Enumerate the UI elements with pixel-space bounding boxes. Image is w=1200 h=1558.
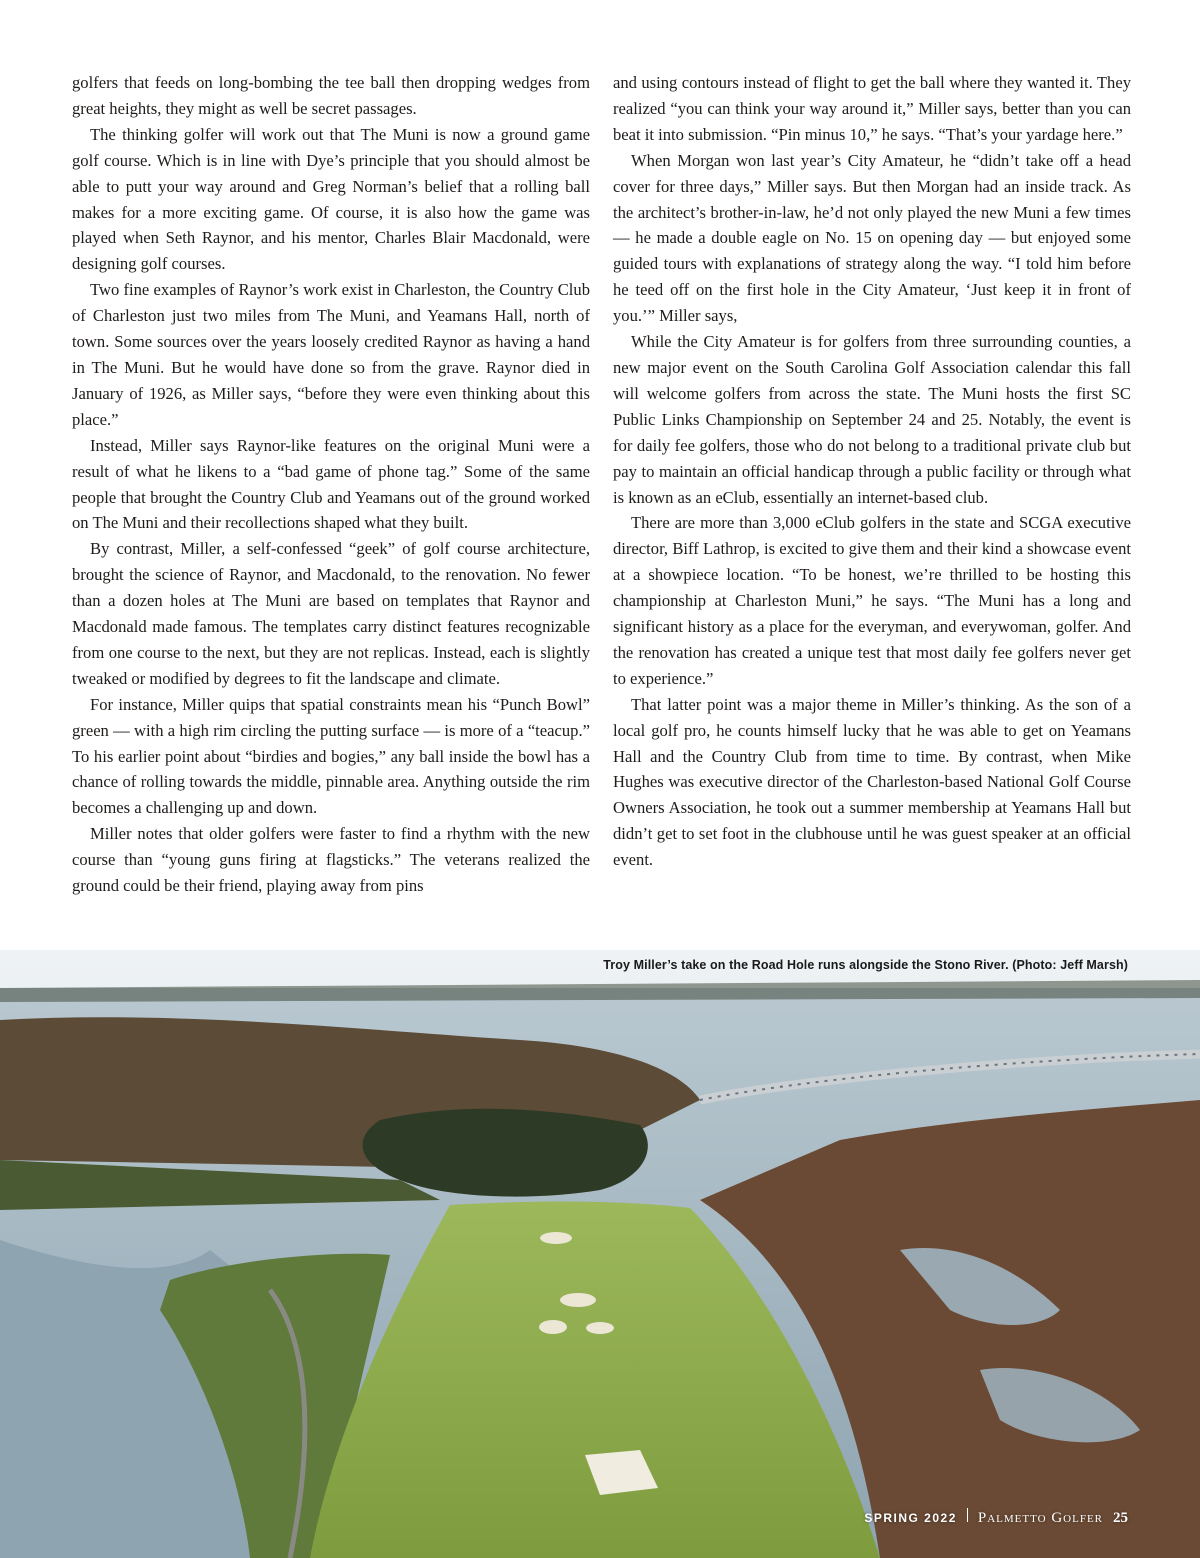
paragraph: Two fine examples of Raynor’s work exist in Charleston, the Country Club of Charleston just two miles from The Muni, and Yeamans Hall, north of town. Some sources over the years loosely credited Raynor as having a hand in The Muni. But he would have done so from the grave. Raynor died in January of 1926, as Miller says, “before they were even thinking about this place.” [72, 280, 590, 429]
paragraph: That latter point was a major theme in Miller’s thinking. As the son of a local golf pro, he counts himself lucky that he was able to get on Yeamans Hall and the Country Club from time to time. By contrast, when Mike Hughes was executive director of the Charleston-based National Golf Course Owners Association, he took out a summer membership at Yeamans Hall but didn’t get to set foot in the clubhouse until he was guest speaker at an official event. [613, 694, 1131, 870]
footer-divider [967, 1508, 968, 1522]
page-footer [864, 1508, 1128, 1527]
right-column [613, 70, 1131, 873]
magazine-name: Palmetto Golfer [977, 1510, 1103, 1526]
paragraph: There are more than 3,000 eClub golfers in the state and SCGA executive director, Biff Lathrop, is excited to give them and their kind a showcase event at a showpiece location. “To be honest, we’re thrilled to be hosting this championship at Charleston Muni,” he says. “The Muni has a long and significant history as a place for the everyman, and everywoman, golfer. And the renovation has created a unique test that most daily fee golfers never get to experience.” [613, 513, 1131, 688]
paragraph: When Morgan won last year’s City Amateur, he “didn’t take off a head cover for three days,” Miller says. But then Morgan had an inside track. As the architect’s brother-in-law, he’d not only played the new Muni a few times — he made a double eagle on No. 15 on opening day — but enjoyed some guided tours with explanations of strategy along the way. “I told him before he teed off on the first hole in the City Amateur, ‘Just keep it in front of you.’” Miller says, [613, 150, 1131, 326]
left-column [72, 70, 590, 899]
bunker [586, 1322, 614, 1334]
paragraph: Miller notes that older golfers were faster to find a rhythm with the new course than “young guns firing at flagsticks.” The veterans realized the ground could be their friend, playing away from pins [72, 824, 590, 896]
paragraph: and using contours instead of flight to get the ball where they wanted it. They realized “you can think your way around it,” Miller says, better than you can beat it into submission. “Pin minus 10,” he says. “That’s your yardage here.” [613, 73, 1131, 144]
paragraph: golfers that feeds on long-bombing the tee ball then dropping wedges from great heights, they might as well be secret passages. [72, 73, 590, 118]
paragraph: The thinking golfer will work out that The Muni is now a ground game golf course. Which is in line with Dye’s principle that you should almost be able to putt your way around and Greg Norman’s belief that a rolling ball makes for a more exciting game. Of course, it is also how the game was played when Seth Raynor, and his mentor, Charles Blair Macdonald, were designing golf courses. [72, 124, 590, 274]
paragraph: For instance, Miller quips that spatial constraints mean his “Punch Bowl” green — with a high rim circling the putting surface — is more of a “teacup.” To his earlier point about “birdies and bogies,” any ball inside the bowl has a chance of rolling towards the middle, pinnable area. Anything outside the rim becomes a challenging up and down. [72, 694, 590, 818]
bunker [540, 1232, 572, 1244]
photo-caption: Troy Miller’s take on the Road Hole runs alongside the Stono River. (Photo: Jeff Marsh) [603, 958, 1128, 972]
bunker [560, 1293, 596, 1307]
paragraph: While the City Amateur is for golfers from three surrounding counties, a new major event on the South Carolina Golf Association calendar this fall will welcome golfers from across the state. The Muni hosts the first SC Public Links Championship on September 24 and 25. Notably, the event is for daily fee golfers, those who do not belong to a traditional private club but pay to maintain an official handicap through a public facility or through what is known as an eClub, essentially an internet-based club. [613, 332, 1131, 507]
aerial-photo [0, 950, 1200, 1558]
bunker [539, 1320, 567, 1334]
golf-course-aerial-image [0, 950, 1200, 1558]
paragraph: By contrast, Miller, a self-confessed “geek” of golf course architecture, brought the science of Raynor, and Macdonald, to the renovation. No fewer than a dozen holes at The Muni are based on templates that Raynor and Macdonald made famous. The templates carry distinct features recognizable from one course to the next, but they are not replicas. Instead, each is slightly tweaked or modified by degrees to fit the landscape and climate. [72, 539, 590, 688]
issue-label: SPRING 2022 [864, 1511, 957, 1525]
page-number: 25 [1113, 1510, 1128, 1526]
paragraph: Instead, Miller says Raynor-like features on the original Muni were a result of what he likens to a “bad game of phone tag.” Some of the same people that brought the Country Club and Yeamans out of the ground worked on The Muni and their recollections shaped what they built. [72, 435, 590, 533]
